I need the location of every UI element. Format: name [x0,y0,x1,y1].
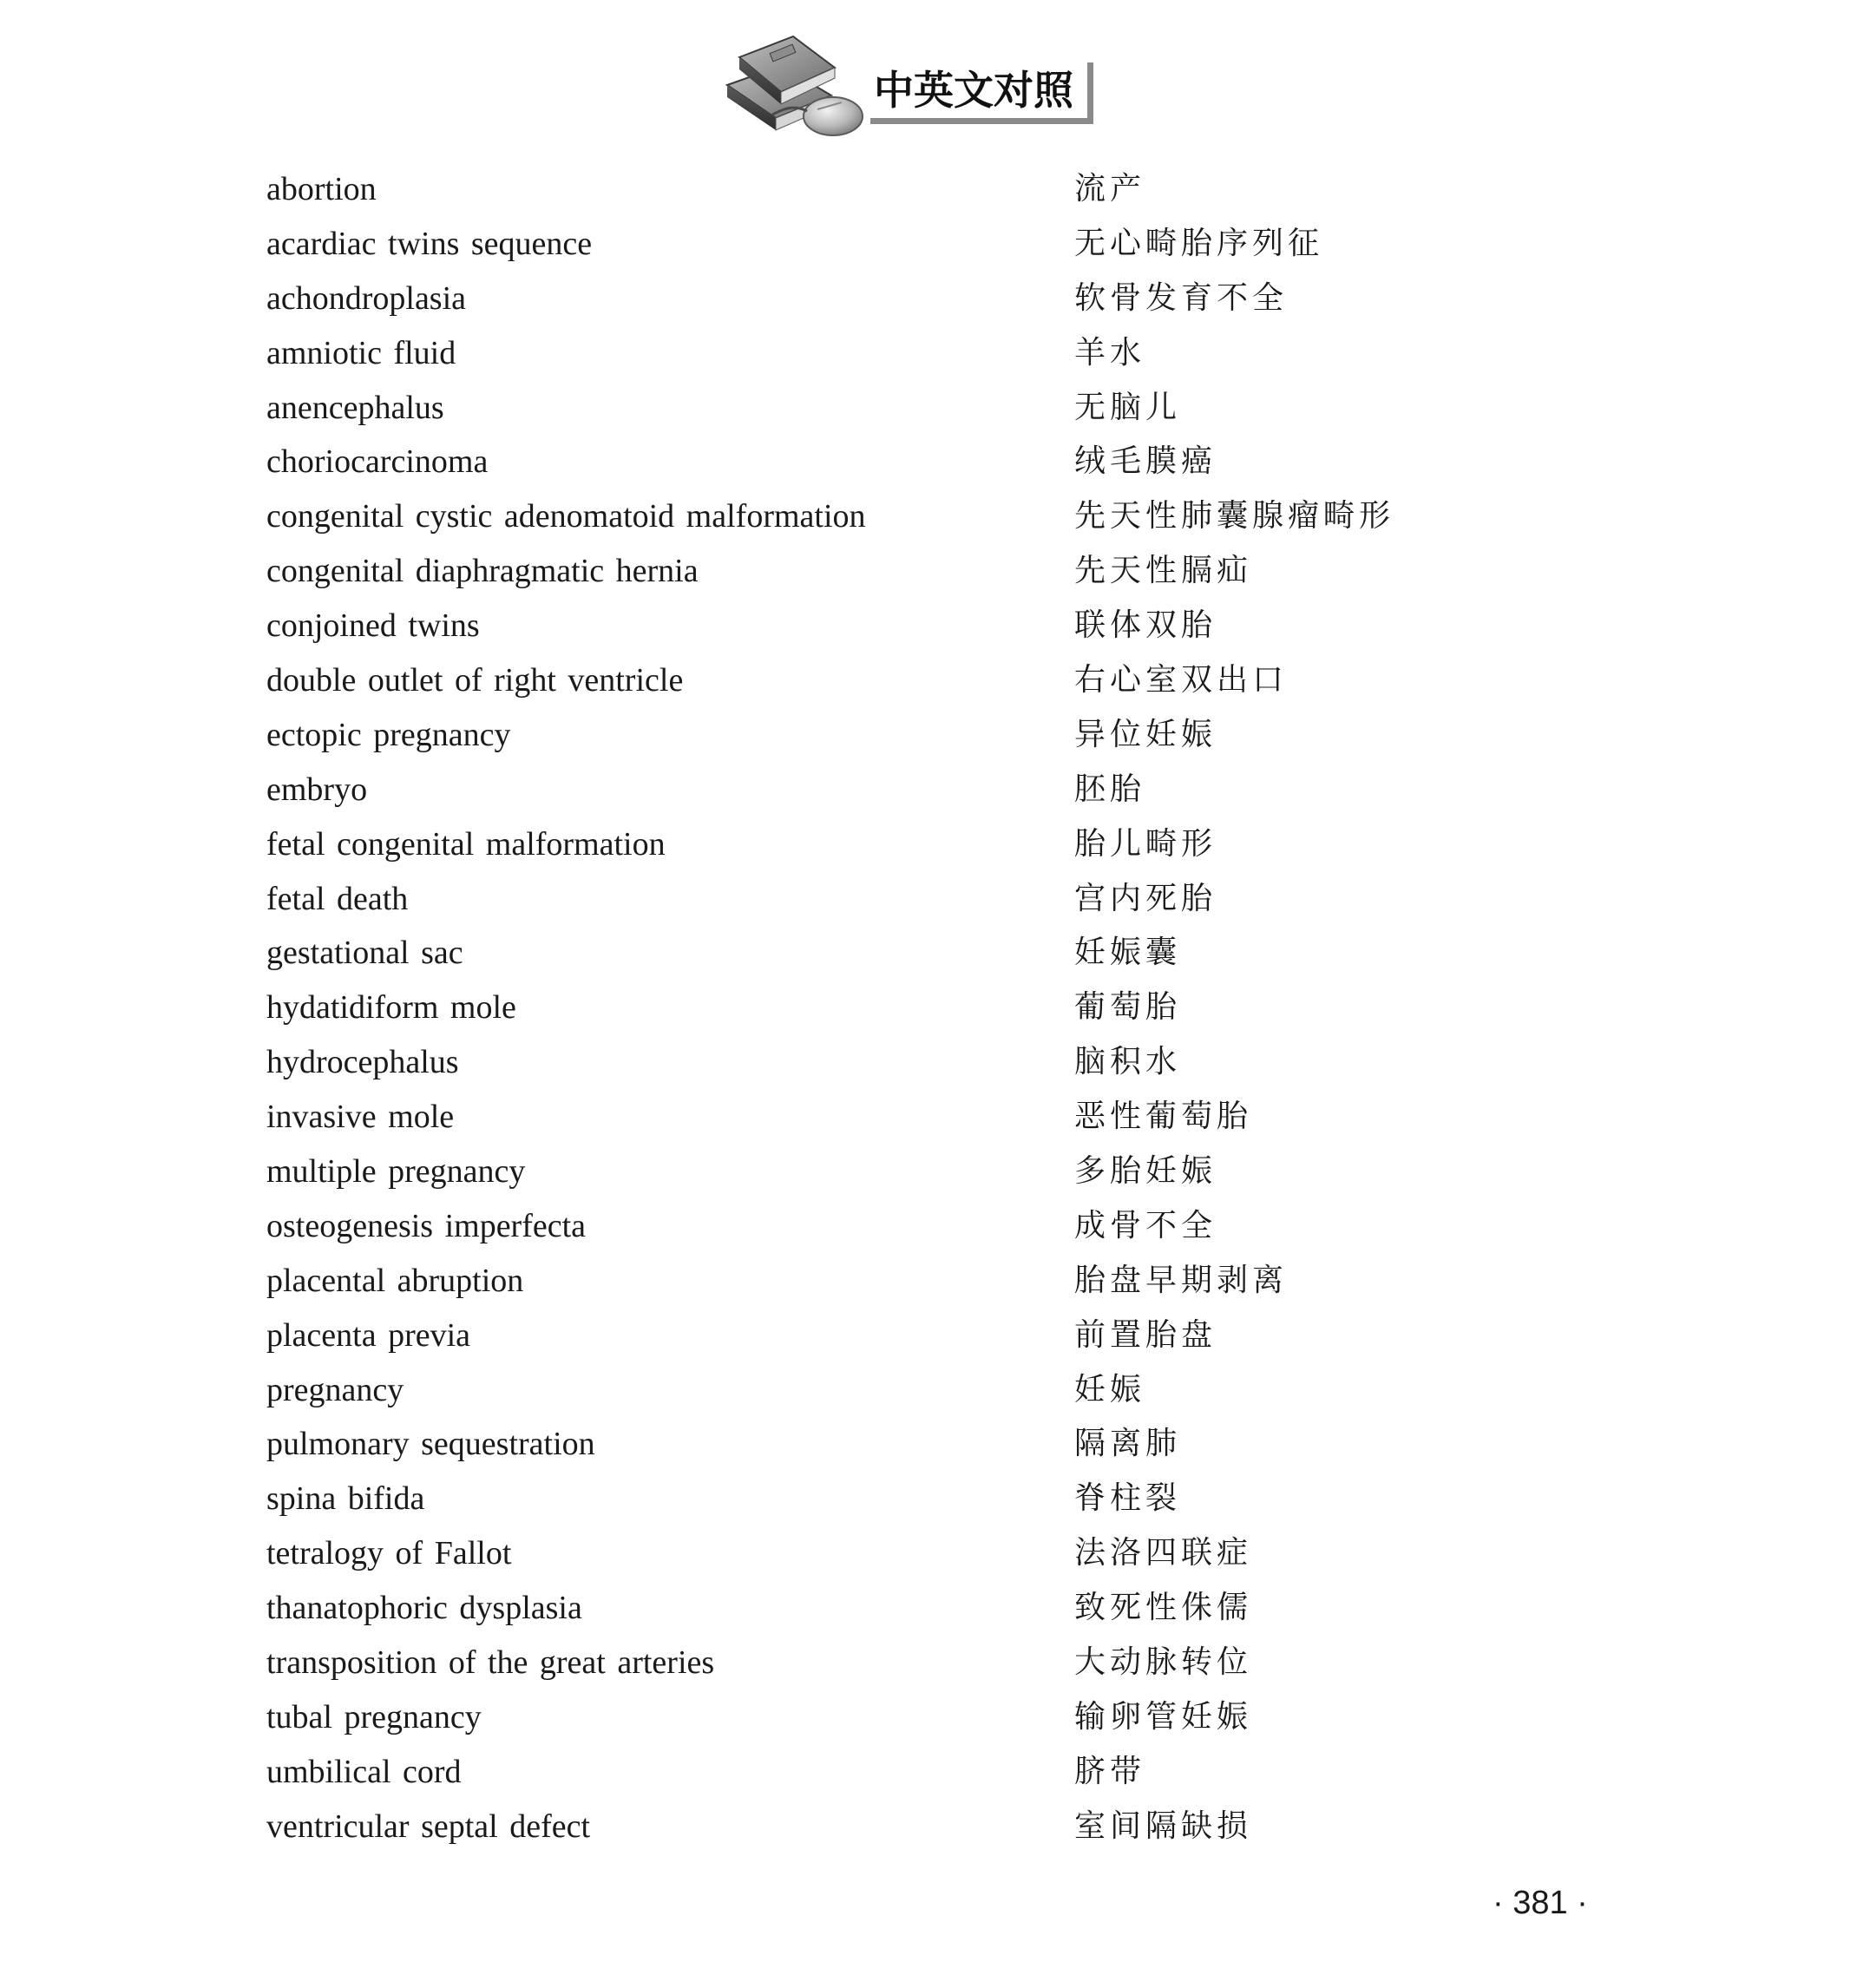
english-term: anencephalus [266,389,444,426]
glossary-row [0,544,1857,599]
chinese-term: 妊娠囊 [1074,935,1182,971]
english-term: ectopic pregnancy [266,716,511,753]
glossary-row [0,763,1857,817]
glossary-row [0,1526,1857,1581]
book-mouse-icon [720,31,868,140]
chinese-term: 右心室双出口 [1074,662,1289,699]
glossary-row [0,1745,1857,1800]
english-term: thanatophoric dysplasia [266,1590,582,1627]
chinese-term: 胎盘早期剥离 [1074,1262,1289,1298]
glossary-row [0,1472,1857,1526]
english-term: transposition of the great arteries [266,1644,715,1682]
english-term: tubal pregnancy [266,1698,482,1735]
glossary-row [0,1035,1857,1090]
english-term: choriocarcinoma [266,443,489,481]
chinese-term: 异位妊娠 [1074,716,1217,752]
english-term: pulmonary sequestration [266,1426,595,1463]
glossary-row [0,1417,1857,1472]
chinese-term: 妊娠 [1074,1371,1146,1407]
glossary-row [0,489,1857,544]
english-term: placental abruption [266,1262,524,1299]
english-term: placenta previa [266,1316,471,1354]
page-number: · 381 · [1493,1885,1588,1921]
glossary-list [0,162,1857,1854]
chinese-term: 胚胎 [1074,771,1146,807]
chinese-term: 羊水 [1074,334,1146,371]
english-term: embryo [266,771,368,808]
english-term: congenital cystic adenomatoid malformation [266,498,866,535]
chinese-term: 先天性肺囊腺瘤畸形 [1074,498,1395,535]
glossary-row [0,1254,1857,1309]
glossary-row [0,1581,1857,1636]
glossary-row [0,872,1857,927]
chinese-term: 联体双胎 [1074,607,1217,644]
glossary-row [0,272,1857,326]
english-term: amniotic fluid [266,334,456,371]
page-header [0,26,1857,139]
glossary-row [0,435,1857,489]
glossary-row [0,1690,1857,1745]
chinese-term: 恶性葡萄胎 [1074,1099,1253,1135]
english-term: fetal death [266,880,409,917]
glossary-row [0,162,1857,217]
chinese-term: 流产 [1074,171,1146,207]
glossary-row [0,926,1857,981]
english-term: tetralogy of Fallot [266,1535,512,1572]
chinese-term: 致死性侏儒 [1074,1590,1253,1626]
chinese-term: 法洛四联症 [1074,1535,1253,1571]
english-term: double outlet of right ventricle [266,662,684,699]
glossary-row [0,1199,1857,1254]
glossary-row [0,599,1857,653]
chinese-term: 宫内死胎 [1074,880,1217,916]
english-term: invasive mole [266,1099,455,1136]
chinese-term: 输卵管妊娠 [1074,1698,1253,1735]
glossary-row [0,1800,1857,1854]
english-term: hydrocephalus [266,1044,459,1081]
glossary-row [0,326,1857,381]
glossary-row [0,1090,1857,1145]
chinese-term: 多胎妊娠 [1074,1153,1217,1190]
english-term: umbilical cord [266,1753,462,1790]
chinese-term: 胎儿畸形 [1074,825,1217,862]
chinese-term: 先天性膈疝 [1074,553,1253,589]
glossary-row [0,1636,1857,1690]
glossary-row [0,817,1857,872]
glossary-row [0,981,1857,1035]
english-term: multiple pregnancy [266,1153,526,1191]
glossary-row [0,653,1857,708]
english-term: abortion [266,171,377,207]
chinese-term: 隔离肺 [1074,1426,1182,1462]
english-term: achondroplasia [266,279,467,317]
chinese-term: 室间隔缺损 [1074,1808,1253,1844]
chinese-term: 无脑儿 [1074,389,1182,425]
chinese-term: 脊柱裂 [1074,1480,1182,1517]
english-term: hydatidiform mole [266,989,516,1027]
chinese-term: 无心畸胎序列征 [1074,225,1324,261]
glossary-row [0,1363,1857,1418]
chinese-term: 成骨不全 [1074,1207,1217,1243]
english-term: spina bifida [266,1480,425,1518]
chinese-term: 绒毛膜癌 [1074,443,1217,480]
chinese-term: 葡萄胎 [1074,989,1182,1026]
chinese-term: 前置胎盘 [1074,1316,1217,1353]
english-term: acardiac twins sequence [266,225,593,262]
glossary-row [0,381,1857,436]
english-term: pregnancy [266,1371,404,1408]
english-term: gestational sac [266,935,463,972]
chinese-term: 软骨发育不全 [1074,279,1289,316]
chinese-term: 脑积水 [1074,1044,1182,1080]
english-term: congenital diaphragmatic hernia [266,553,699,590]
glossary-row [0,708,1857,763]
glossary-row [0,217,1857,272]
chinese-term: 脐带 [1074,1753,1146,1789]
english-term: fetal congenital malformation [266,825,666,863]
glossary-row [0,1145,1857,1199]
english-term: osteogenesis imperfecta [266,1207,587,1244]
glossary-row [0,1309,1857,1363]
page-title: 中英文对照 [870,62,1093,124]
chinese-term: 大动脉转位 [1074,1644,1253,1681]
english-term: conjoined twins [266,607,480,645]
english-term: ventricular septal defect [266,1808,591,1845]
